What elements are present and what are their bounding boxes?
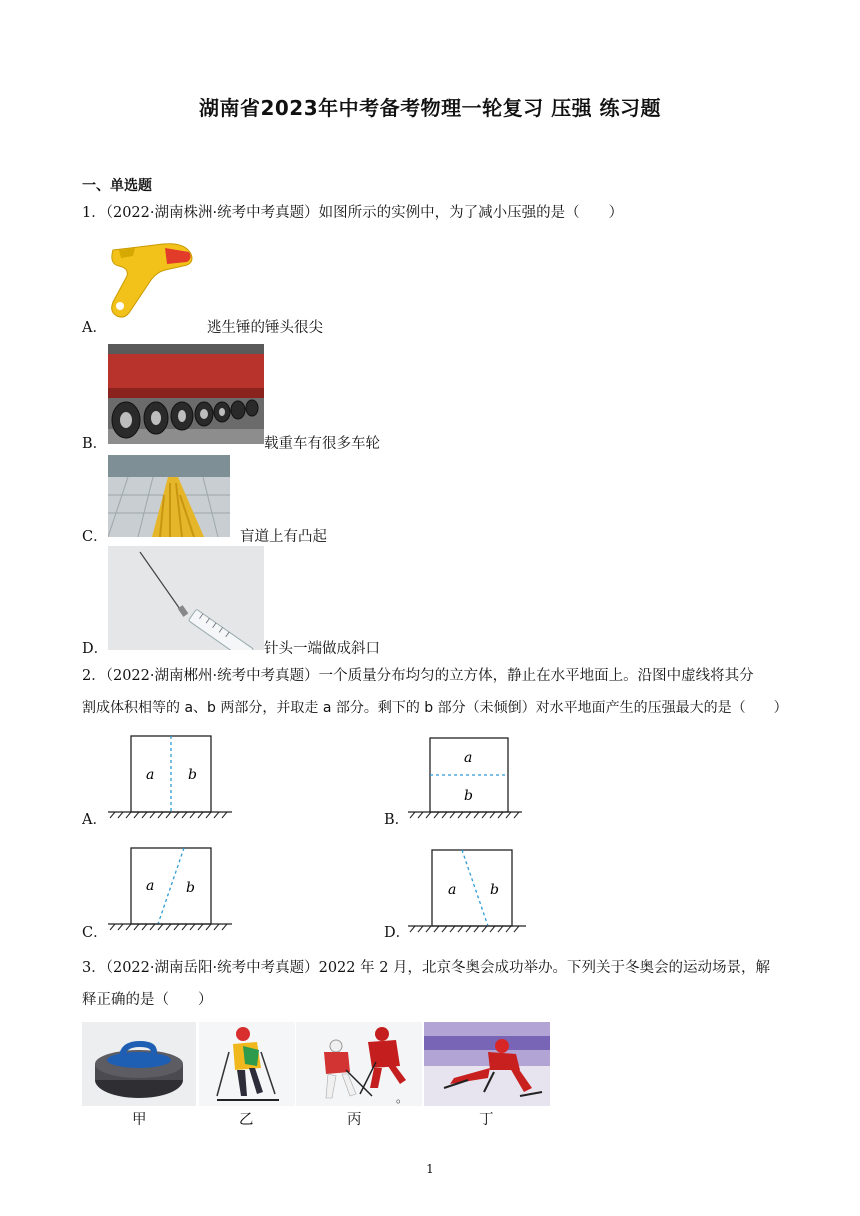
tactile-paving-image xyxy=(108,455,230,537)
diagram-b-part-a: a xyxy=(464,750,473,766)
option-d-text: 针头一端做成斜口 xyxy=(264,641,380,657)
q2-option-d-key: D． xyxy=(384,925,411,941)
syringe-needle-image xyxy=(108,546,264,650)
option-b-text: 载重车有很多车轮 xyxy=(264,436,380,452)
q2-option-a-key: A． xyxy=(82,812,107,828)
option-a-key: A． xyxy=(82,320,107,336)
hockey-mark: 。 xyxy=(396,1091,409,1105)
q2-option-b-key: B． xyxy=(384,812,410,828)
hammer-image xyxy=(105,240,201,322)
option-c-key: C． xyxy=(82,529,108,545)
cube-diagram-c xyxy=(106,844,236,936)
option-c-text: 盲道上有凸起 xyxy=(240,529,327,545)
caption-ding: 丁 xyxy=(479,1112,494,1128)
q2-option-c-key: C． xyxy=(82,925,108,941)
diagram-c-part-a: a xyxy=(146,878,155,894)
caption-yi: 乙 xyxy=(239,1112,254,1128)
diagram-d-part-b: b xyxy=(490,882,499,898)
caption-jia: 甲 xyxy=(132,1112,147,1128)
diagram-a-part-a: a xyxy=(146,767,155,783)
curling-stone-image xyxy=(82,1022,196,1106)
question-2-stem-line1: 2．（2022·湖南郴州·统考中考真题）一个质量分布均匀的立方体，静止在水平地面上。沿图中虚线将其分 xyxy=(82,668,754,684)
question-2-stem-line2: 割成体积相等的 a、b 两部分，并取走 a 部分。剩下的 b 部分（未倾倒）对水平地面产生的压强最大的是（ ） xyxy=(82,700,788,716)
question-3-stem-line1: 3．（2022·湖南岳阳·统考中考真题）2022 年 2 月，北京冬奥会成功举办。下列关于冬奥会的运动场景，解 xyxy=(82,960,771,976)
question-3-stem-line2: 释正确的是（ ） xyxy=(82,992,213,1008)
caption-bing: 丙 xyxy=(347,1112,362,1128)
speed-skating-image xyxy=(424,1022,550,1106)
cube-diagram-d xyxy=(406,846,530,938)
option-b-key: B． xyxy=(82,436,108,452)
ice-hockey-image xyxy=(296,1022,422,1106)
cube-diagram-a xyxy=(106,732,236,824)
page-title: 湖南省2023年中考备考物理一轮复习 压强 练习题 xyxy=(198,96,662,120)
diagram-d-part-a: a xyxy=(448,882,457,898)
section-heading: 一、单选题 xyxy=(82,178,152,194)
truck-wheels-image xyxy=(108,344,264,444)
page-number: 1 xyxy=(426,1162,434,1176)
diagram-c-part-b: b xyxy=(186,880,195,896)
skier-image xyxy=(199,1022,295,1106)
option-d-key: D． xyxy=(82,641,109,657)
question-1-stem: 1．（2022·湖南株洲·统考中考真题）如图所示的实例中，为了减小压强的是（ ） xyxy=(82,205,624,221)
cube-diagram-b xyxy=(406,734,526,826)
option-a-text: 逃生锤的锤头很尖 xyxy=(207,320,323,336)
diagram-a-part-b: b xyxy=(188,767,197,783)
diagram-b-part-b: b xyxy=(464,788,473,804)
